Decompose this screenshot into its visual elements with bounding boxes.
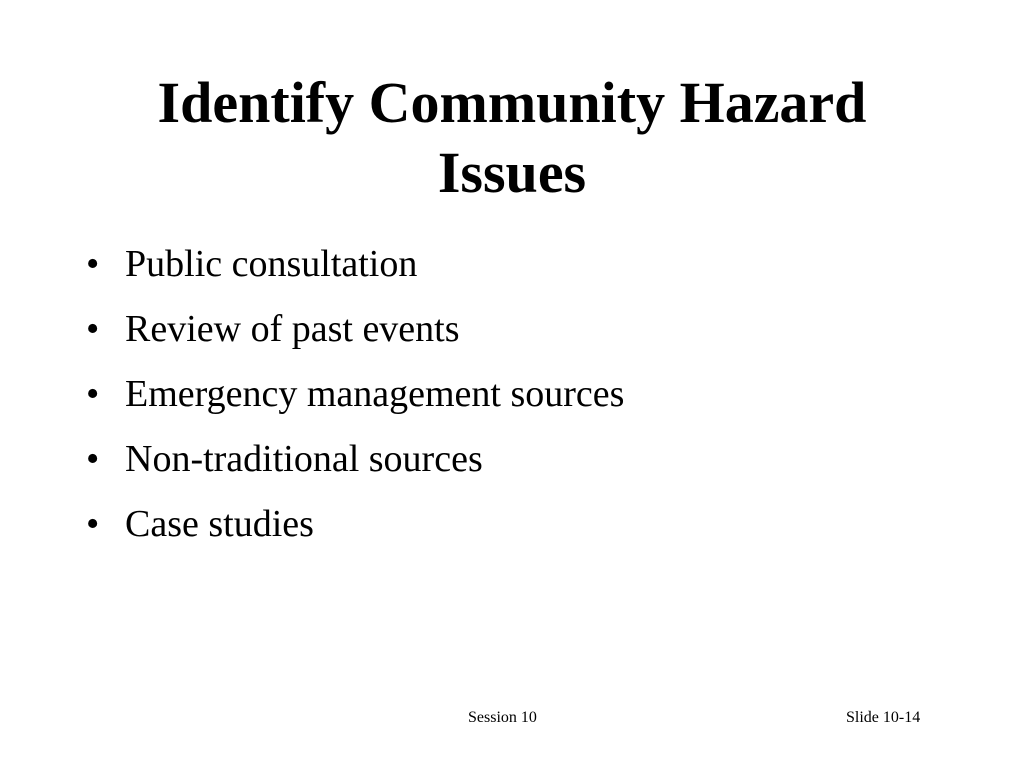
footer-slide-number: Slide 10-14 [846,709,921,726]
bullet-icon: • [86,438,100,480]
bullet-item [86,297,624,362]
bullet-item [86,427,624,492]
bullet-text: Non-traditional sources [125,438,483,480]
bullet-item [86,492,624,557]
bullet-item [86,362,624,427]
bullet-text: Public consultation [125,243,418,285]
slide-title [60,68,964,208]
bullet-icon: • [86,243,100,285]
footer-session-label: Session 10 [468,709,537,726]
bullet-text: Review of past events [125,308,460,350]
bullet-list [86,232,624,557]
bullet-icon: • [86,503,100,545]
bullet-icon: • [86,308,100,350]
bullet-text: Case studies [125,503,314,545]
slide-title-line-1: Identify Community Hazard [157,70,867,135]
bullet-item [86,232,624,297]
slide-title-line-2: Issues [437,140,587,205]
bullet-icon: • [86,373,100,415]
bullet-text: Emergency management sources [125,373,625,415]
